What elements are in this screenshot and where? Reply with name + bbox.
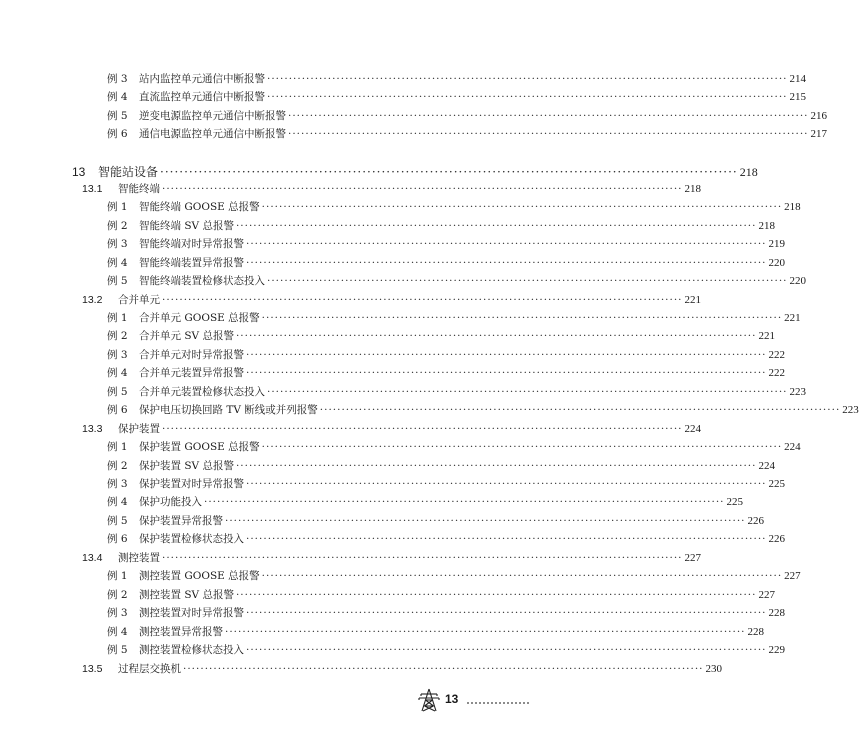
toc-example-entry[interactable]: [107, 346, 786, 364]
toc-entry-title: 保护装置 SV 总报警: [139, 459, 234, 472]
dot-leader: ························································································································: [288, 109, 809, 122]
toc-entry-page: 222: [768, 367, 786, 380]
toc-entry-page: 226: [768, 533, 786, 546]
dot-leader: ························································································································: [235, 330, 757, 343]
toc-example-entry[interactable]: [107, 530, 786, 548]
toc-entry-title: 测控装置检修状态投入: [139, 644, 244, 657]
toc-entry-page: 228: [768, 607, 786, 620]
toc-entry-title: 合并单元装置检修状态投入: [139, 385, 265, 398]
dot-leader: ························································································································: [261, 570, 783, 583]
toc-entry-title: 合并单元 SV 总报警: [139, 330, 234, 343]
toc-example-entry[interactable]: [107, 217, 775, 235]
dot-leader: ························································································································: [267, 73, 788, 85]
toc-entry-title: 过程层交换机: [118, 662, 181, 675]
toc-entry-title: 智能终端 SV 总报警: [139, 219, 234, 232]
dot-leader: ························································································································: [246, 367, 767, 380]
dot-leader: ························································································································: [246, 256, 767, 269]
toc-entry-number: 例 1: [107, 201, 128, 214]
toc-entry-page: 224: [684, 422, 702, 435]
toc-section-entry[interactable]: [82, 660, 723, 678]
toc-entry-page: 223: [789, 385, 807, 398]
dot-leader: ························································································································: [267, 385, 788, 398]
toc-example-entry[interactable]: [107, 641, 786, 659]
toc-entry-number: 例 5: [107, 275, 128, 288]
toc-entry-page: 218: [739, 164, 758, 179]
toc-entry-title: 测控装置 GOOSE 总报警: [139, 570, 260, 583]
toc-entry-title: 测控装置异常报警: [139, 625, 223, 638]
toc-entry-page: 221: [684, 293, 702, 306]
toc-entry-title: 智能终端: [118, 182, 160, 195]
toc-entry-page: 224: [758, 459, 775, 472]
toc-example-entry[interactable]: [107, 107, 828, 125]
toc-entry-title: 保护装置 GOOSE 总报警: [139, 441, 260, 454]
toc-entry-page: 217: [810, 128, 828, 141]
toc-entry-page: 215: [789, 91, 807, 104]
toc-entry-number: 例 4: [107, 496, 128, 509]
toc-entry-number: 例 5: [107, 644, 128, 657]
toc-entry-title: 站内监控单元通信中断报警: [139, 73, 265, 85]
toc-entry-title: 保护装置异常报警: [139, 514, 223, 527]
dot-leader: ························································································································: [162, 293, 683, 306]
toc-entry-number: 例 1: [107, 570, 128, 583]
toc-section-entry[interactable]: [82, 291, 702, 309]
dot-leader: ························································································································: [261, 441, 783, 454]
toc-entry-number: 例 3: [107, 238, 128, 251]
toc-entry-number: 例 3: [107, 348, 128, 361]
toc-entry-page: 226: [747, 514, 765, 527]
dot-leader: ························································································································: [246, 607, 767, 620]
dot-leader: ························································································································: [162, 422, 683, 435]
toc-entry-page: 223: [842, 404, 859, 417]
transmission-tower-icon: [416, 687, 442, 713]
toc-entry-number: 例 6: [107, 533, 128, 546]
toc-example-entry[interactable]: [107, 125, 828, 143]
toc-entry-page: 216: [810, 109, 828, 122]
dot-leader: ························································································································: [160, 164, 738, 179]
dot-leader: ························································································································: [246, 478, 767, 490]
dot-leader: ························································································································: [235, 459, 757, 472]
toc-entry-number: 例 2: [107, 330, 128, 343]
dot-leader: ························································································································: [183, 662, 704, 675]
toc-example-entry[interactable]: [107, 623, 765, 641]
dot-leader: ························································································································: [225, 625, 746, 638]
toc-entry-number: 13.4: [82, 551, 103, 564]
toc-example-entry[interactable]: [107, 475, 786, 493]
toc-entry-page: 227: [784, 570, 801, 583]
dot-leader: ························································································································: [246, 348, 767, 361]
toc-entry-number: 例 2: [107, 219, 128, 232]
toc-entry-title: 合并单元装置异常报警: [139, 367, 244, 380]
toc-example-entry[interactable]: [107, 327, 775, 345]
toc-entry-number: 例 3: [107, 73, 128, 85]
dot-leader: ························································································································: [261, 311, 783, 324]
toc-entry-number: 例 2: [107, 588, 128, 601]
toc-example-entry[interactable]: [107, 364, 786, 382]
toc-example-entry[interactable]: [107, 70, 807, 88]
toc-entry-number: 例 6: [107, 128, 128, 141]
dot-leader: ························································································································: [235, 219, 757, 232]
toc-entry-number: 13.1: [82, 182, 103, 195]
dot-leader: ························································································································: [225, 514, 746, 527]
toc-entry-title: 测控装置对时异常报警: [139, 607, 244, 620]
toc-entry-page: 224: [784, 441, 801, 454]
toc-entry-number: 例 6: [107, 404, 128, 417]
toc-entry-title: 保护装置对时异常报警: [139, 478, 244, 490]
toc-entry-page: 222: [768, 348, 786, 361]
toc-example-entry[interactable]: [107, 383, 807, 401]
toc-entry-page: 225: [768, 478, 786, 490]
toc-entry-title: 智能终端装置异常报警: [139, 256, 244, 269]
toc-example-entry[interactable]: [107, 512, 765, 530]
toc-entry-page: 230: [705, 662, 723, 675]
toc-example-entry[interactable]: [107, 254, 786, 272]
toc-entry-title: 智能终端 GOOSE 总报警: [139, 201, 260, 214]
toc-entry-page: 214: [789, 73, 807, 85]
toc-entry-title: 合并单元对时异常报警: [139, 348, 244, 361]
toc-entry-number: 例 3: [107, 478, 128, 490]
toc-entry-page: 218: [684, 182, 702, 195]
toc-entry-page: 220: [789, 275, 807, 288]
toc-entry-number: 例 3: [107, 607, 128, 620]
toc-example-entry[interactable]: [107, 198, 801, 216]
toc-entry-page: 219: [768, 238, 786, 251]
dot-leader: ························································································································: [162, 551, 683, 564]
toc-section-entry[interactable]: [82, 420, 702, 438]
dot-leader: ························································································································: [246, 238, 767, 251]
toc-entry-number: 例 1: [107, 311, 128, 324]
toc-entry-page: 221: [758, 330, 775, 343]
toc-entry-page: 218: [784, 201, 801, 214]
dot-leader: ························································································································: [288, 128, 809, 141]
toc-entry-number: 例 5: [107, 109, 128, 122]
toc-entry-page: 225: [726, 496, 744, 509]
toc-example-entry[interactable]: [107, 586, 775, 604]
toc-example-entry[interactable]: [107, 438, 801, 456]
toc-example-entry[interactable]: [107, 235, 786, 253]
toc-example-entry[interactable]: [107, 272, 807, 290]
toc-entry-title: 合并单元: [118, 293, 160, 306]
dot-leader: ························································································································: [235, 588, 757, 601]
toc-entry-title: 保护电压切换回路 TV 断线或并列报警: [139, 404, 318, 417]
toc-entry-title: 保护装置检修状态投入: [139, 533, 244, 546]
dot-leader: ························································································································: [267, 275, 788, 288]
page-number: 13: [445, 692, 459, 706]
toc-entry-title: 智能终端装置检修状态投入: [139, 275, 265, 288]
toc-entry-page: 229: [768, 644, 786, 657]
toc-entry-title: 通信电源监控单元通信中断报警: [139, 128, 286, 141]
toc-entry-page: 221: [784, 311, 801, 324]
dot-leader: ························································································································: [319, 404, 841, 417]
toc-entry-title: 逆变电源监控单元通信中断报警: [139, 109, 286, 122]
toc-chapter-entry[interactable]: [72, 162, 758, 182]
toc-entry-number: 例 4: [107, 625, 128, 638]
toc-entry-number: 13.2: [82, 293, 103, 306]
toc-entry-title: 保护装置: [118, 422, 160, 435]
toc-entry-number: 例 5: [107, 385, 128, 398]
toc-section-entry[interactable]: [82, 549, 702, 567]
dot-leader: ························································································································: [246, 533, 767, 546]
toc-entry-number: 13.5: [82, 662, 103, 675]
toc-entry-number: 例 4: [107, 256, 128, 269]
toc-entry-title: 保护功能投入: [139, 496, 202, 509]
toc-entry-number: 13: [72, 164, 86, 179]
dot-leader: ························································································································: [267, 91, 788, 104]
dot-leader: ························································································································: [162, 182, 683, 195]
toc-example-entry[interactable]: [107, 401, 859, 419]
toc-entry-number: 例 1: [107, 441, 128, 454]
dot-leader: ························································································································: [204, 496, 725, 509]
toc-example-entry[interactable]: [107, 457, 775, 475]
toc-example-entry[interactable]: [107, 493, 744, 511]
toc-entry-title: 智能站设备: [98, 164, 159, 179]
toc-entry-title: 测控装置: [118, 551, 160, 564]
toc-entry-page: 228: [747, 625, 765, 638]
toc-example-entry[interactable]: [107, 309, 801, 327]
dot-leader: ························································································································: [246, 644, 767, 657]
toc-entry-title: 合并单元 GOOSE 总报警: [139, 311, 260, 324]
toc-example-entry[interactable]: [107, 88, 807, 106]
footer-dotted-rule: [466, 702, 529, 704]
toc-entry-number: 13.3: [82, 422, 103, 435]
dot-leader: ························································································································: [261, 201, 783, 214]
toc-section-entry[interactable]: [82, 180, 702, 198]
toc-entry-page: 218: [758, 219, 775, 232]
toc-entry-title: 测控装置 SV 总报警: [139, 588, 234, 601]
toc-entry-page: 220: [768, 256, 786, 269]
toc-entry-number: 例 2: [107, 459, 128, 472]
toc-entry-number: 例 4: [107, 91, 128, 104]
toc-entry-number: 例 4: [107, 367, 128, 380]
toc-entry-title: 直流监控单元通信中断报警: [139, 91, 265, 104]
toc-entry-title: 智能终端对时异常报警: [139, 238, 244, 251]
toc-entry-page: 227: [758, 588, 775, 601]
toc-entry-number: 例 5: [107, 514, 128, 527]
toc-example-entry[interactable]: [107, 567, 801, 585]
toc-entry-page: 227: [684, 551, 702, 564]
toc-example-entry[interactable]: [107, 604, 786, 622]
